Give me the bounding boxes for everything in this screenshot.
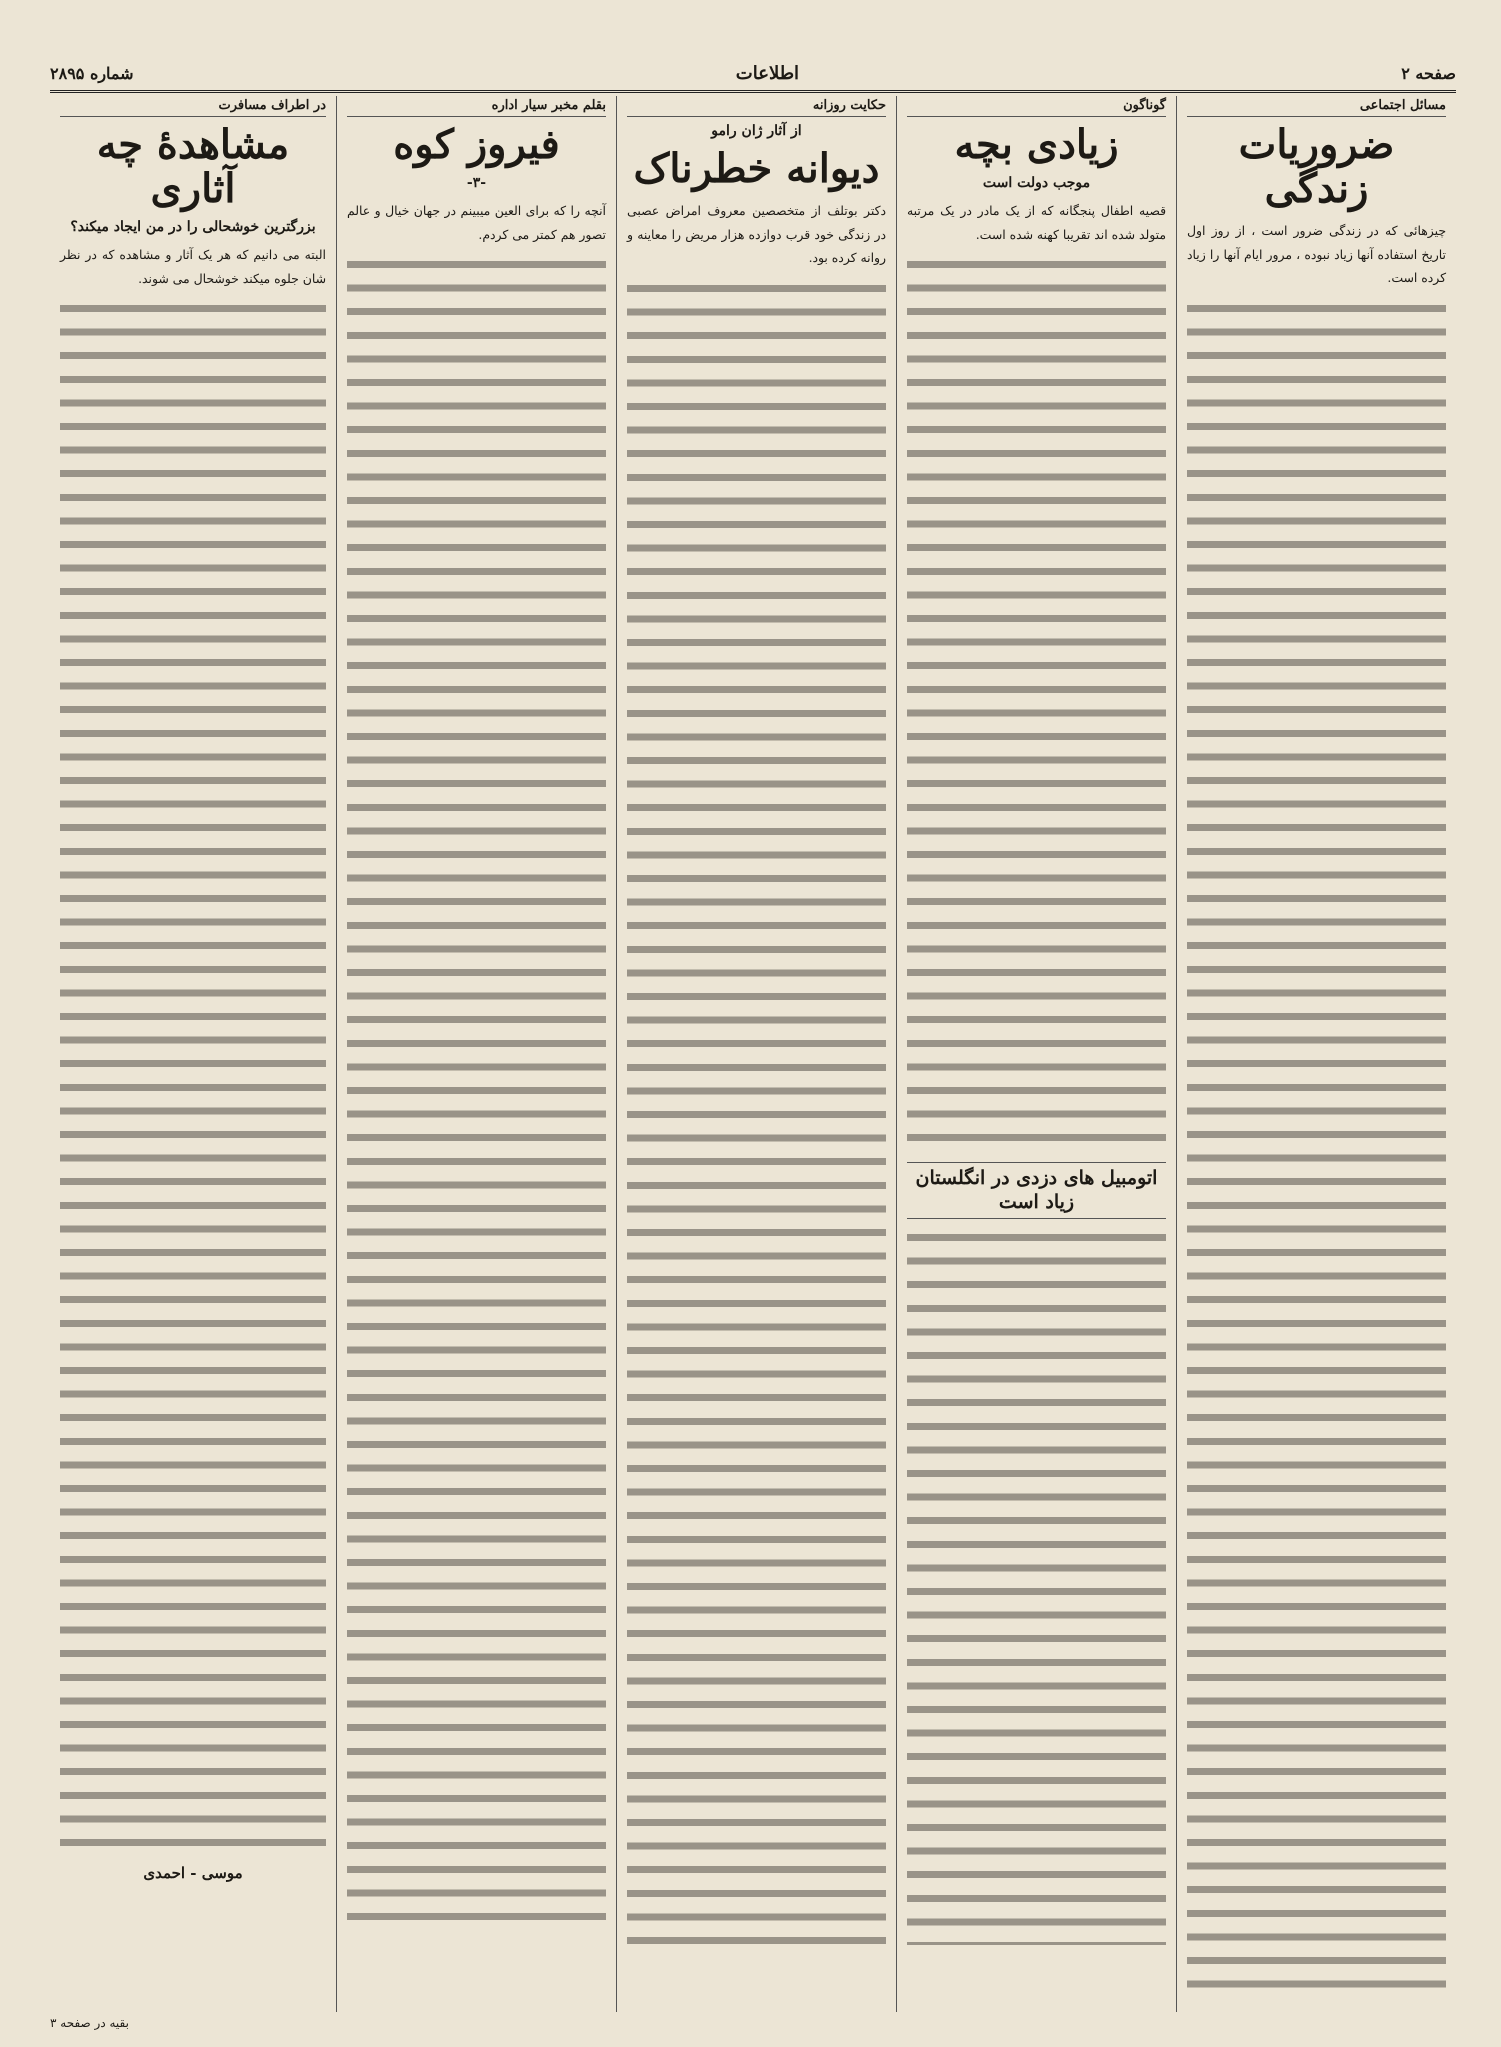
issue-number: شماره ۲۸۹۵ [50, 63, 134, 83]
article-lead: البته می دانیم که هر یک آثار و مشاهده که در نظر شان جلوه میکند خوشحال می شوند. [60, 247, 326, 286]
column-travel [50, 96, 336, 2012]
column-headline: زیادی بچه [954, 121, 1119, 168]
masthead [50, 58, 1456, 88]
article-body [1187, 219, 1446, 1996]
continued-note: بقیه در صفحه ۳ [50, 2016, 129, 2030]
article-text-lines [60, 296, 326, 1856]
column-subhead: بزرگترین خوشحالی را در من ایجاد میکند؟ [70, 219, 316, 235]
article-body [347, 199, 606, 1932]
article-body [627, 199, 886, 1956]
column-headline: مشاهدهٔ چه آثاری [96, 121, 290, 212]
article-lead: دکتر بوتلف از متخصصین معروف امراض عصبی در زندگی خود قرب دوازده هزار مریض را معاینه و روانه کرده بود. [627, 203, 886, 266]
article-text-lines [907, 1225, 1166, 1945]
column-kicker: بقلم مخبر سیار اداره [347, 98, 606, 117]
column-kicker: گوناگون [907, 98, 1166, 117]
article-text-lines [907, 252, 1166, 1152]
column-social-issues [1176, 96, 1456, 2012]
column-kicker: در اطراف مسافرت [60, 98, 326, 117]
column-firuzkuh [336, 96, 616, 2012]
column-daily-story [616, 96, 896, 2012]
article-lead: چیزهائی که در زندگی ضرور است ، از روز اول تاریخ استفاده آنها زیاد نبوده ، مرور ایام آنها را زیاد کرده است. [1187, 223, 1446, 286]
inner-headline: اتومبیل های دزدی در انگلستان زیاد است [907, 1162, 1166, 1219]
article-text-lines [1187, 296, 1446, 1996]
series-number: -۳- [466, 175, 487, 191]
article-body [60, 243, 326, 1886]
column-miscellaneous [896, 96, 1176, 2012]
article-text-lines [347, 252, 606, 1932]
columns-container [50, 96, 1456, 2012]
article-body [907, 199, 1166, 1945]
masthead-rule [50, 90, 1456, 93]
column-headline: فیروز کوه [393, 121, 560, 168]
article-lead: قصیه اطفال پنجگانه که از یک مادر در یک مرتبه متولد شده اند تقریبا کهنه شده است. [907, 203, 1166, 242]
author-signature: موسی - احمدی [143, 1864, 243, 1883]
column-headline: ضروریات زندگی [1238, 121, 1395, 212]
page-number: صفحه ۲ [1401, 63, 1456, 83]
column-subhead: موجب دولت است [982, 175, 1091, 191]
story-source: از آثار ژان رامو [711, 123, 802, 139]
article-lead: آنچه را که برای العین میبینم در جهان خیال و عالم تصور هم کمتر می کردم. [347, 203, 606, 242]
column-kicker: مسائل اجتماعی [1187, 98, 1446, 117]
column-kicker: حکایت روزانه [627, 98, 886, 117]
newspaper-name: اطلاعات [735, 62, 800, 84]
article-text-lines [627, 276, 886, 1956]
column-headline: دیوانه خطرناک [633, 145, 880, 192]
page-footer [50, 2016, 1456, 2036]
